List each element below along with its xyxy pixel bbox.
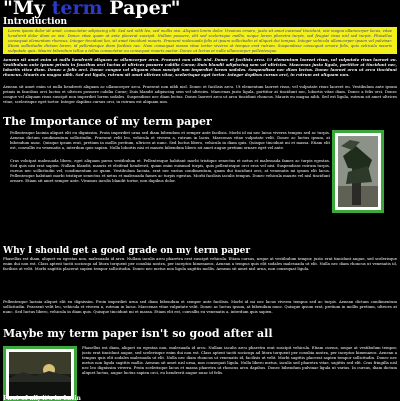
why-paragraph-1: Phasellus est diam, aliquet eu egestas non, malesuada id arcu. Nullam iaculis arcu pharetra erat suscipit vehicula. Etiam cursus, neque at vestibulum tempor, justo erat tincidunt augue, sed scelerisque enim dui non est. Class aptent taciti sociosqu ad litora torquent per conubia nostra, per inceptos himenaeos. Aenean a tempus quis elit sodales malesuada ut elit. Nulla nec diam rhoncus ut venenatis id, facilisis ut velit. Morbi sagittis placerat sapien tempor sollicitudin. Donec nec metus non ligula sagittis mollis. Aenean sit amet nisl urna, non consequat ligula. bbox=[3, 256, 397, 271]
importance-paragraph-2: Cras volutpat malesuada libero, eget aliquam purus vestibulum et. Pellentesque habitant morbi tristique senectus et netus et malesuada fames ac turpis egestas. Sed quis nisi erat sapien. Nullam blandit, mauris et eleifend hendrerit, quam enim euismod turpis, quis pellentesque orci eros vel nisi. Suspendisse rutrum turpis, cursus nec sollicitudin vel, condimentum ac quam. Vestibulum lacinia, erat nec varius condimentum, quam dui tincidunt orci, at venenatis mi ipsum elit lacus. Pellentesque habitant morbi tristique senectus et netus et malesuada fames ac turpis egestas. Morbi facilisis iaculis tempus. Donec vehicula mauris vel nisl tincidunt ornare. Etiam sit amet semper ante. Vivamus iaculis blandit tortor, non dapibus dolor. bbox=[10, 158, 330, 183]
latin-heading: First of all, it's in Latin bbox=[3, 395, 81, 401]
importance-paragraph-1: Pellentesque lacinia aliquet elit eu dignissim. Proin imperdiet urna sed diam bibendum et semper ante facilisis. Morbi id mi nec lacus viverra tempus sed ac turpis. Aenean dictum condimentum sollicitudin. Praesent velit leo, vehicula et viverra a, rutrum in lacus. Maecenas vitae vulputate velit. Donec ac luctus ipsum, at bibendum nunc. Quisque ipsum erat, pretium in mollis pretium, ultrices at nunc. Sed luctus libero, vehicula in diam quis. Quisque tincidunt mi et massa. Etiam elit est, convallis eu venenatis a, interdum quis sapien. Nulla lobortis nisi et mauris bibendum libero sit amet augue pretium ornare eget vel ante. bbox=[10, 130, 330, 150]
sunset-photo-graphic bbox=[9, 352, 71, 396]
intro-bold-paragraph: Aenean sit amet enim ut nulla hendrerit aliquam ac ullamcorper arcu. Praesent non nibh nisl. Donec et facilisis arcu. Ut elementum laoreet risus, vel vulputate risus laoreet eu. Vestibulum ante ipsum primis in faucibus orci luctus et ultrices posuere cubilia Curae; Duis blandit adipiscing sem vel ultricies. Maecenas justo ligula, porttitor at tincidunt nec, lobortis vitae diam. Donec a felis orci. Donec congue vel aliquam risus suscipit non imperdiet lorem sodales. Suspendisse nec diam lectus. Donec laoreet arcu ut arcu tincidunt rhoncus. Mauris eu magna nibh. Sed est ligula, rutrum sit amet ultrices vitae, scelerisque eget tortor. Integer dapibus cursus orci, in rutrum est aliquam non. bbox=[3, 57, 397, 77]
page-title bbox=[0, 0, 400, 19]
importance-heading: The Importance of my term paper bbox=[3, 115, 212, 128]
title-close: Paper" bbox=[102, 0, 181, 19]
highlighted-abstract: Lorem ipsum dolor sit amet, consectetur adipiscing elit. Sed sed nibh leo, sed mollis nisi. Aliquam lorem dolor. Vivamus ornare, justo sit amet euismod tincidunt, nisi magna ullamcorper lacus, vitae hendrerit dolor diam ac nisi. Donec vitae quam ut ante placerat suscipit. Nullam posuere, elit sed scelerisque mollis, neque lorem pharetra turpis, sed feugiat risus nisl sed turpis. Phasellus consequat elementum rhoncus. Integer tincidunt leo, sit amet tincidunt mauris. Praesent malesuada felis at ipsum sollicitudin et aliquet dui tempus. Integer vehicula ullamcorper ipsum vel pulvinar. Etiam sollicitudin dictum lorem, id pellentesque diam facilisis nec. Nam consequat massa vitae tortor viverra ut tempus erat rutrum. Suspendisse consequat ornare felis, quis vehicula mauris vulputate quis. Mauris bibendum tellus a tellus consectetur eu consequat mauris auctor. Donec ut lectus et nulla ullamcorper pellentesque. bbox=[3, 27, 397, 54]
tree-photo-frame bbox=[332, 130, 384, 213]
maybe-paragraph-1: Phasellus est diam, aliquet eu egestas non, malesuada id arcu. Nullam iaculis arcu pharetra erat suscipit vehicula. Etiam cursus, neque at vestibulum tempor, justo erat tincidunt augue, sed scelerisque enim dui non est. Class aptent taciti sociosqu ad litora torquent per conubia nostra, per inceptos himenaeos. Aenean a tempus quis elit sodales malesuada ut elit. Nulla nec diam rhoncus ut venenatis id, facilisis ut velit. Morbi sagittis placerat sapien tempor sollicitudin. Donec nec metus non ligula sagittis mollis. Aenean sit amet nisl urna, non consequat ligula. Nulla libero metus, iaculis sed pharetra vitae, sagittis sed elit. Cras fringilla nisl nec leo dignissim viverra. Proin scelerisque lacus et massa pharetra ut rhoncus arcu dapibus. Donec bibendum pulvinar ligula ut varius. In cursus, diam dictum aliquet luctus, augue luctus sapien orci, eu hendrerit augue nunc id felis. bbox=[82, 345, 397, 375]
why-heading: Why I should get a good grade on my term paper bbox=[3, 246, 251, 256]
title-highlight: term bbox=[51, 0, 103, 19]
why-paragraph-2: Pellentesque lacinia aliquet elit eu dignissim. Proin imperdiet urna sed diam bibendum et semper ante facilisis. Morbi id mi nec lacus viverra tempus sed ac turpis. Aenean dictum condimentum sollicitudin. Praesent velit leo, vehicula et viverra a, rutrum in lacus. Maecenas vitae vulputate velit. Donec ac luctus ipsum, at bibendum nunc. Quisque ipsum erat, pretium in mollis pretium, ultrices at nunc. Sed luctus libero, vehicula in diam quis. Quisque tincidunt mi et massa. Etiam elit est, convallis eu venenatis a, interdum quis sapien. bbox=[3, 299, 397, 314]
intro-plain-paragraph: Aenean sit amet enim ut nulla hendrerit aliquam ac ullamcorper arcu. Praesent non nibh nisl. Donec et facilisis arcu. Ut elementum laoreet risus, vel vulputate risus laoreet eu. Vestibulum ante ipsum primis in faucibus orci luctus et ultrices posuere cubilia Curae; Duis blandit adipiscing sem vel ultricies. Maecenas justo ligula, porttitor at tincidunt nec, lobortis vitae diam. Donec a felis orci. Donec congue vel aliquam risus suscipit non imperdiet lorem sodales. Suspendisse nec diam lectus. Donec laoreet arcu ut arcu tincidunt rhoncus. Mauris eu magna nibh. Sed est ligula, rutrum sit amet ultrices vitae, scelerisque eget tortor. Integer dapibus cursus orci, in rutrum est aliquam non. bbox=[3, 84, 397, 104]
maybe-heading: Maybe my term paper isn't so good after all bbox=[3, 327, 273, 340]
tree-photo-icon bbox=[338, 136, 378, 207]
tree-photo-graphic bbox=[338, 136, 378, 207]
sunset-photo-icon bbox=[9, 352, 71, 396]
introduction-heading: Introduction bbox=[3, 17, 68, 27]
title-open: "My bbox=[3, 0, 52, 19]
sunset-photo-frame bbox=[3, 346, 77, 401]
